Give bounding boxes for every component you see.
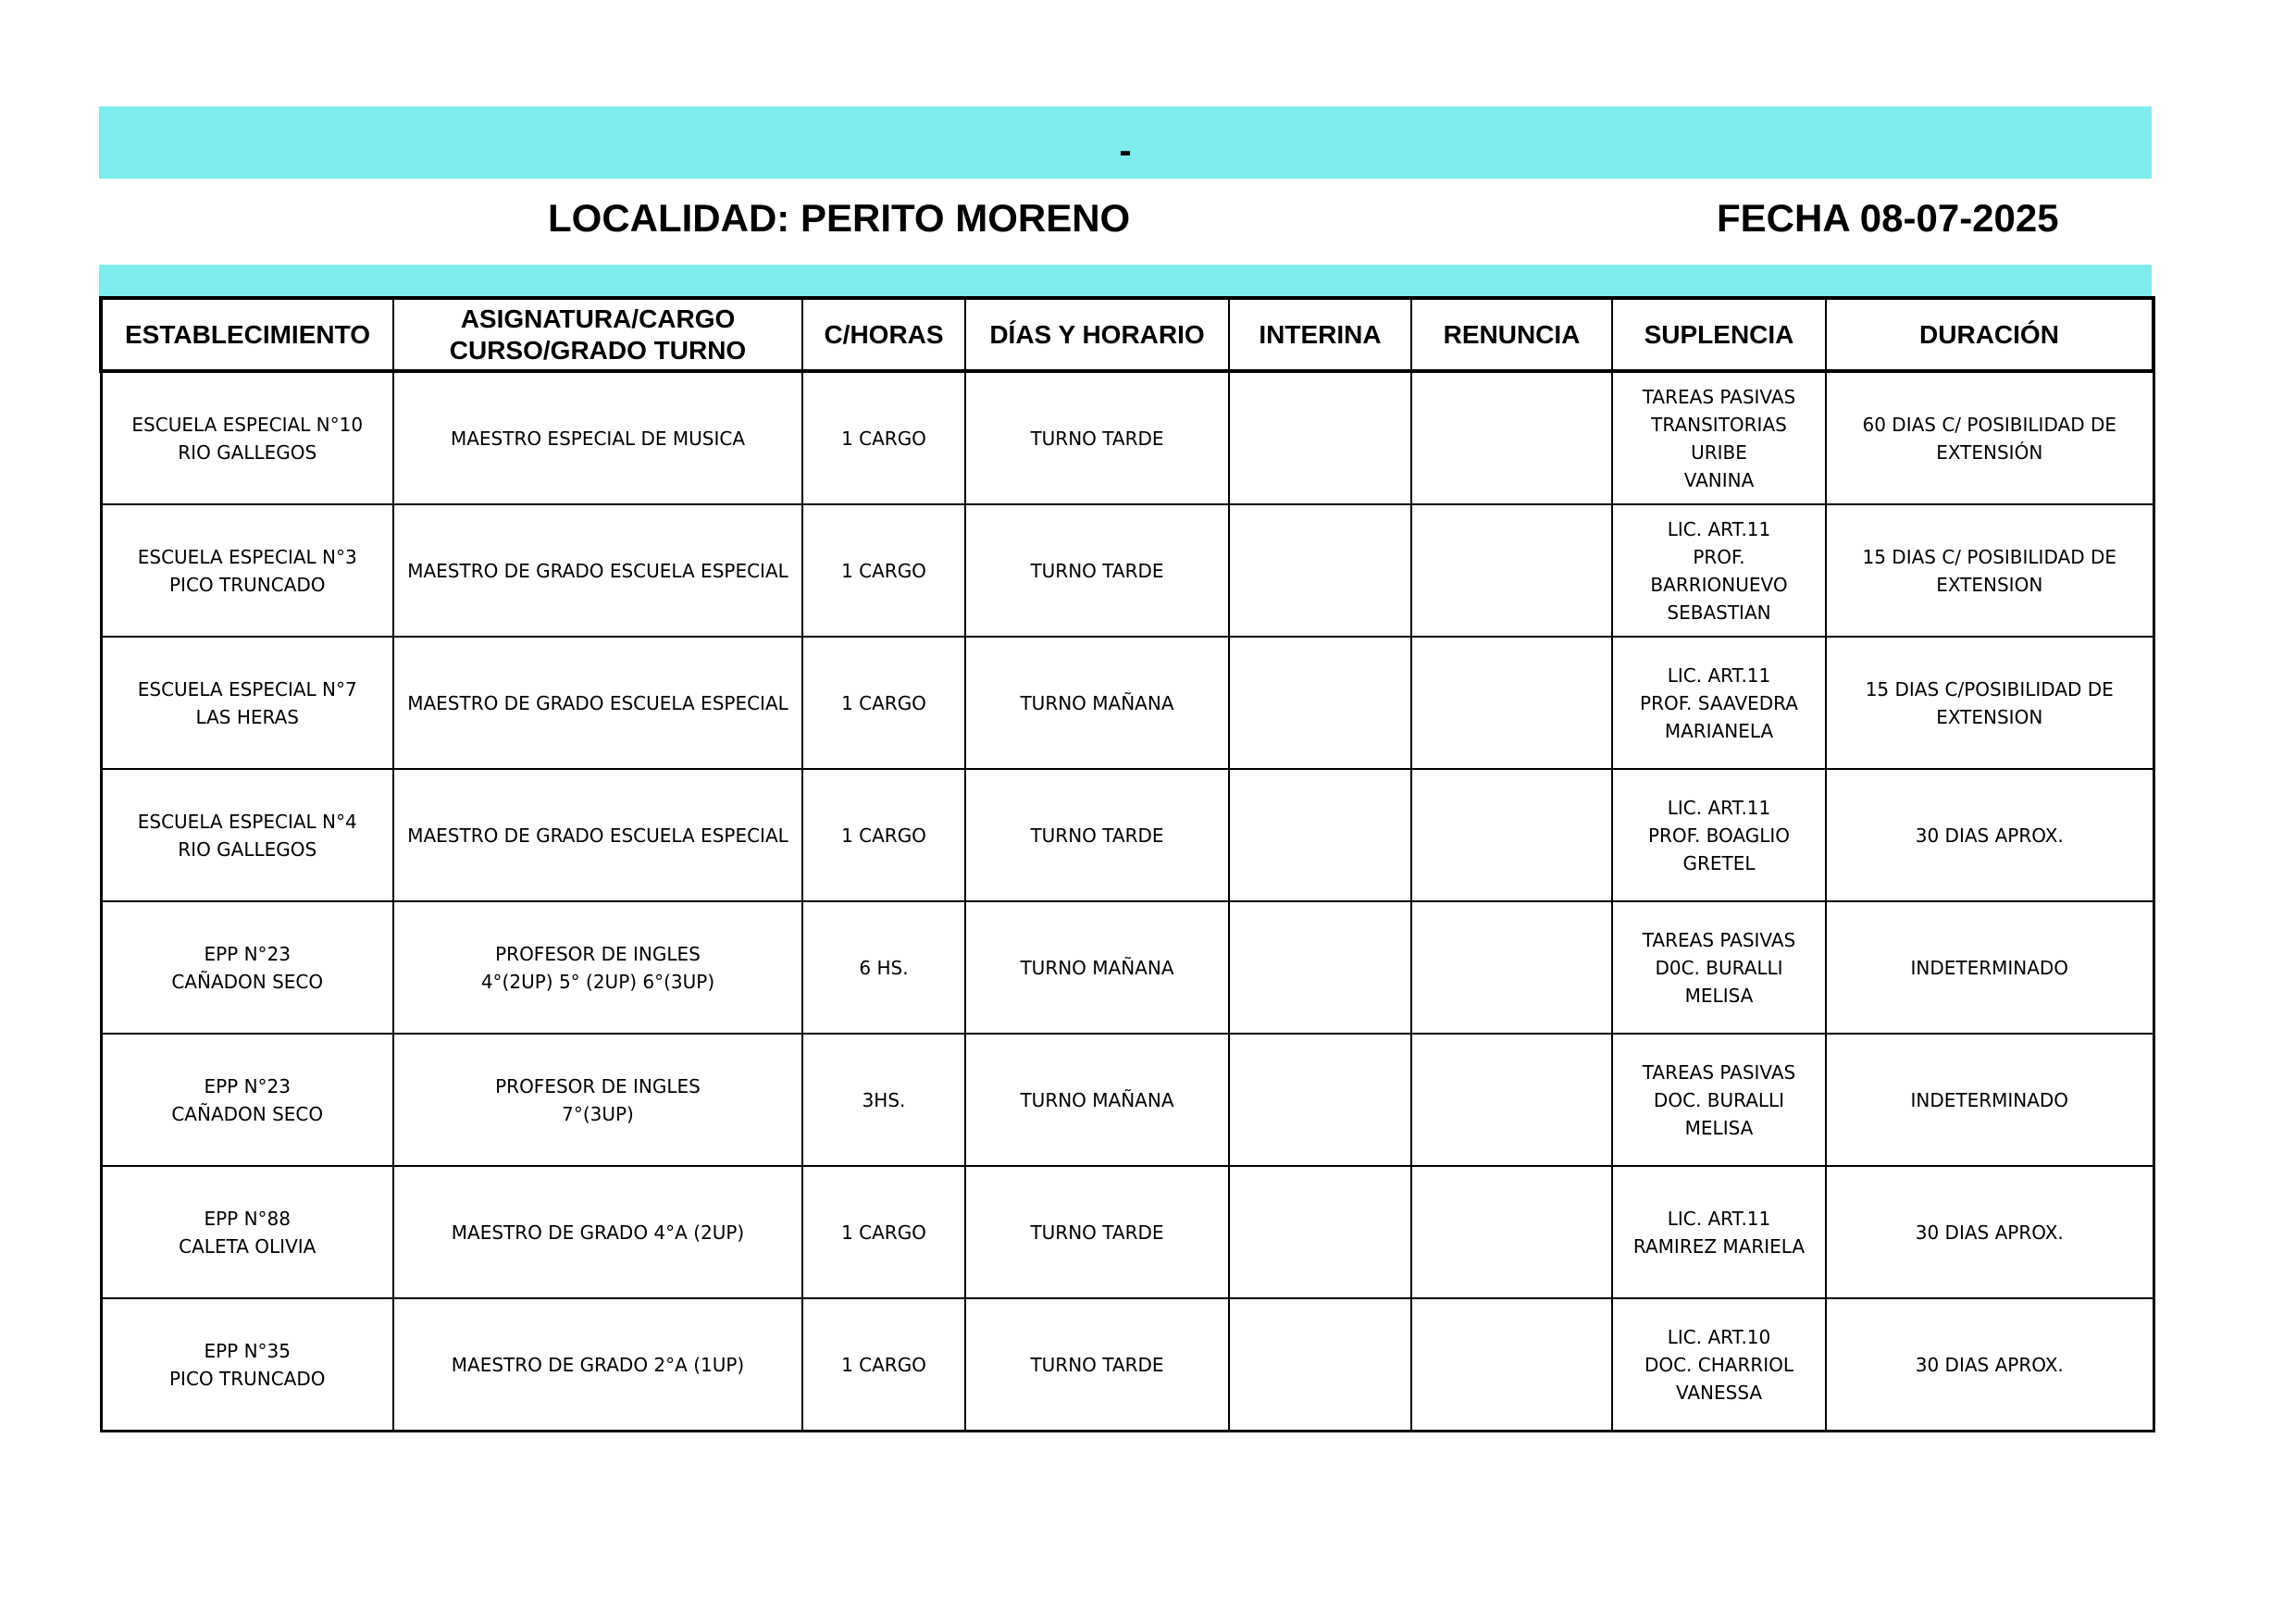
- cell-establecimiento-line: CAÑADON SECO: [171, 970, 324, 993]
- table-row: [101, 1166, 2153, 1298]
- cell-duracion: [1826, 371, 2153, 504]
- cell-asignatura: [393, 901, 802, 1034]
- cell-horario: TURNO TARDE: [965, 504, 1229, 637]
- cell-renuncia: [1411, 504, 1612, 637]
- cell-establecimiento-line: PICO TRUNCADO: [168, 1367, 326, 1390]
- cell-suplencia-line: LIC. ART.11: [1667, 663, 1771, 687]
- cell-suplencia-line: SEBASTIAN: [1667, 601, 1771, 624]
- cell-asignatura: [393, 637, 802, 769]
- cell-suplencia-line: LIC. ART.11: [1667, 796, 1771, 819]
- cell-duracion-line: EXTENSION: [1936, 705, 2043, 728]
- cell-renuncia: [1411, 1034, 1612, 1166]
- cell-asignatura-line: 4°(2UP) 5° (2UP) 6°(3UP): [480, 970, 715, 993]
- cell-establecimiento: [101, 371, 393, 504]
- table-row: [101, 637, 2153, 769]
- cell-asignatura: [393, 1298, 802, 1432]
- cell-suplencia-line: PROF. SAAVEDRA: [1640, 691, 1798, 714]
- cell-horas: 6 HS.: [802, 901, 965, 1034]
- cell-interina: [1229, 901, 1411, 1034]
- table-row: [101, 1034, 2153, 1166]
- cell-duracion: [1826, 1298, 2153, 1432]
- cell-interina: [1229, 1298, 1411, 1432]
- table-row: [101, 504, 2153, 637]
- cell-suplencia-line: RAMIREZ MARIELA: [1632, 1234, 1806, 1258]
- cell-suplencia: [1612, 371, 1826, 504]
- cell-duracion-line: INDETERMINADO: [1910, 956, 2069, 979]
- cell-suplencia: [1612, 1166, 1826, 1298]
- cell-establecimiento-line: EPP N°23: [204, 1074, 292, 1097]
- cell-suplencia-line: LIC. ART.11: [1667, 1207, 1771, 1230]
- cell-asignatura-line: MAESTRO DE GRADO ESCUELA ESPECIAL: [407, 559, 788, 582]
- cell-duracion-line: 15 DIAS C/POSIBILIDAD DE: [1865, 677, 2114, 700]
- cell-suplencia-line: TAREAS PASIVAS: [1642, 385, 1796, 408]
- col-header-horario: DÍAS Y HORARIO: [965, 298, 1229, 371]
- cell-renuncia: [1411, 371, 1612, 504]
- localidad-title: LOCALIDAD: PERITO MORENO: [548, 196, 1131, 240]
- cell-suplencia: [1612, 769, 1826, 901]
- fecha-date: FECHA 08-07-2025: [1717, 196, 2059, 240]
- cell-horario: TURNO TARDE: [965, 1166, 1229, 1298]
- cell-establecimiento-line: ESCUELA ESPECIAL N°10: [131, 413, 364, 436]
- cell-duracion-line: 15 DIAS C/ POSIBILIDAD DE: [1862, 545, 2116, 568]
- vacancies-table: [99, 296, 2155, 1432]
- cell-duracion: [1826, 769, 2153, 901]
- cell-establecimiento-line: PICO TRUNCADO: [168, 573, 326, 596]
- cell-interina: [1229, 371, 1411, 504]
- cell-establecimiento-line: RIO GALLEGOS: [178, 837, 317, 861]
- cell-establecimiento-line: RIO GALLEGOS: [178, 440, 317, 464]
- cell-asignatura-line: MAESTRO DE GRADO 2°A (1UP): [451, 1353, 745, 1376]
- cell-asignatura-line: MAESTRO DE GRADO 4°A (2UP): [451, 1221, 745, 1244]
- cell-asignatura-line: MAESTRO DE GRADO ESCUELA ESPECIAL: [407, 824, 788, 847]
- cell-asignatura-line: MAESTRO ESPECIAL DE MUSICA: [450, 427, 746, 450]
- cell-horario: TURNO MAÑANA: [965, 901, 1229, 1034]
- cell-renuncia: [1411, 901, 1612, 1034]
- cell-suplencia-line: D0C. BURALLI MELISA: [1655, 956, 1783, 1007]
- cell-duracion-line: 30 DIAS APROX.: [1915, 1221, 2064, 1244]
- cell-establecimiento-line: EPP N°88: [204, 1207, 292, 1230]
- col-header-interina: INTERINA: [1229, 298, 1411, 371]
- cell-renuncia: [1411, 1298, 1612, 1432]
- cell-asignatura: [393, 1034, 802, 1166]
- band-dash-text: -: [1119, 130, 1132, 171]
- table-row: [101, 769, 2153, 901]
- cell-suplencia: [1612, 1034, 1826, 1166]
- cell-establecimiento-line: CAÑADON SECO: [171, 1102, 324, 1125]
- cell-asignatura-line: PROFESOR DE INGLES: [495, 942, 701, 965]
- cell-duracion-line: EXTENSIÓN: [1936, 440, 2043, 464]
- cell-suplencia: [1612, 637, 1826, 769]
- cell-duracion-line: EXTENSION: [1936, 573, 2043, 596]
- cell-asignatura-line: MAESTRO DE GRADO ESCUELA ESPECIAL: [407, 691, 788, 714]
- cell-asignatura: [393, 1166, 802, 1298]
- cell-suplencia-line: LIC. ART.10: [1667, 1325, 1771, 1348]
- col-header-renuncia: RENUNCIA: [1411, 298, 1612, 371]
- cell-horario: TURNO TARDE: [965, 769, 1229, 901]
- col-header-horas: C/HORAS: [802, 298, 965, 371]
- cell-horario: TURNO TARDE: [965, 371, 1229, 504]
- col-header-establecimiento: ESTABLECIMIENTO: [101, 298, 393, 371]
- table-row: [101, 371, 2153, 504]
- col-header-suplencia: SUPLENCIA: [1612, 298, 1826, 371]
- cell-renuncia: [1411, 769, 1612, 901]
- cell-interina: [1229, 1034, 1411, 1166]
- cell-interina: [1229, 637, 1411, 769]
- cell-suplencia-line: MARIANELA: [1664, 719, 1774, 742]
- cell-suplencia-line: PROF.: [1693, 545, 1745, 568]
- cell-duracion: [1826, 504, 2153, 637]
- col-header-asignatura: [393, 298, 802, 371]
- cell-suplencia-line: VANINA: [1683, 468, 1755, 491]
- col-header-duracion: DURACIÓN: [1826, 298, 2153, 371]
- cell-asignatura-line: PROFESOR DE INGLES: [495, 1074, 701, 1097]
- cell-suplencia-line: TAREAS PASIVAS: [1642, 1060, 1796, 1084]
- cell-suplencia: [1612, 1298, 1826, 1432]
- cell-establecimiento-line: EPP N°35: [204, 1339, 292, 1362]
- cell-renuncia: [1411, 1166, 1612, 1298]
- cell-establecimiento: [101, 1298, 393, 1432]
- col-header-asignatura-line1: ASIGNATURA/CARGO: [460, 304, 736, 333]
- cell-horario: TURNO TARDE: [965, 1298, 1229, 1432]
- cell-suplencia-line: TRANSITORIAS URIBE: [1651, 413, 1787, 464]
- cell-duracion-line: 60 DIAS C/ POSIBILIDAD DE: [1862, 413, 2116, 436]
- cell-duracion-line: 30 DIAS APROX.: [1915, 1353, 2064, 1376]
- cell-duracion: [1826, 1166, 2153, 1298]
- cell-suplencia-line: GRETEL: [1682, 851, 1756, 874]
- cell-establecimiento-line: ESCUELA ESPECIAL N°3: [137, 545, 357, 568]
- cell-establecimiento: [101, 504, 393, 637]
- cell-horario: TURNO MAÑANA: [965, 1034, 1229, 1166]
- cell-establecimiento: [101, 901, 393, 1034]
- cell-renuncia: [1411, 637, 1612, 769]
- cell-suplencia-line: DOC. CHARRIOL: [1644, 1353, 1794, 1376]
- cell-establecimiento: [101, 769, 393, 901]
- table-row: [101, 1298, 2153, 1432]
- cell-duracion: [1826, 1034, 2153, 1166]
- cell-duracion: [1826, 637, 2153, 769]
- cell-horario: TURNO MAÑANA: [965, 637, 1229, 769]
- bottom-header-band: [99, 265, 2152, 296]
- cell-horas: 1 CARGO: [802, 637, 965, 769]
- cell-establecimiento-line: EPP N°23: [204, 942, 292, 965]
- cell-establecimiento-line: ESCUELA ESPECIAL N°4: [137, 810, 357, 833]
- cell-suplencia: [1612, 901, 1826, 1034]
- cell-asignatura: [393, 769, 802, 901]
- cell-interina: [1229, 769, 1411, 901]
- cell-horas: 1 CARGO: [802, 769, 965, 901]
- cell-horas: 1 CARGO: [802, 371, 965, 504]
- table-body: [101, 371, 2153, 1432]
- cell-asignatura: [393, 371, 802, 504]
- cell-suplencia-line: DOC. BURALLI MELISA: [1653, 1088, 1785, 1139]
- cell-horas: 1 CARGO: [802, 504, 965, 637]
- cell-suplencia-line: VANESSA: [1675, 1381, 1763, 1404]
- cell-interina: [1229, 1166, 1411, 1298]
- cell-horas: 1 CARGO: [802, 1166, 965, 1298]
- cell-duracion-line: INDETERMINADO: [1910, 1088, 2069, 1111]
- title-row: [0, 196, 2296, 248]
- cell-establecimiento-line: CALETA OLIVIA: [179, 1234, 316, 1258]
- cell-duracion: [1826, 901, 2153, 1034]
- cell-suplencia-line: PROF. BOAGLIO: [1647, 824, 1791, 847]
- cell-suplencia-line: BARRIONUEVO: [1650, 573, 1788, 596]
- cell-horas: 1 CARGO: [802, 1298, 965, 1432]
- cell-establecimiento-line: ESCUELA ESPECIAL N°7: [137, 677, 357, 700]
- table-header-row: [101, 298, 2153, 371]
- cell-suplencia-line: LIC. ART.11: [1667, 517, 1771, 540]
- cell-duracion-line: 30 DIAS APROX.: [1915, 824, 2064, 847]
- cell-asignatura-line: 7°(3UP): [562, 1102, 634, 1125]
- cell-establecimiento: [101, 1166, 393, 1298]
- cell-establecimiento: [101, 1034, 393, 1166]
- cell-suplencia-line: TAREAS PASIVAS: [1642, 928, 1796, 951]
- col-header-asignatura-line2: CURSO/GRADO TURNO: [449, 335, 747, 365]
- top-header-band: [99, 106, 2152, 179]
- table-row: [101, 901, 2153, 1034]
- cell-establecimiento: [101, 637, 393, 769]
- cell-establecimiento-line: LAS HERAS: [195, 705, 299, 728]
- cell-asignatura: [393, 504, 802, 637]
- cell-horas: 3HS.: [802, 1034, 965, 1166]
- cell-suplencia: [1612, 504, 1826, 637]
- cell-interina: [1229, 504, 1411, 637]
